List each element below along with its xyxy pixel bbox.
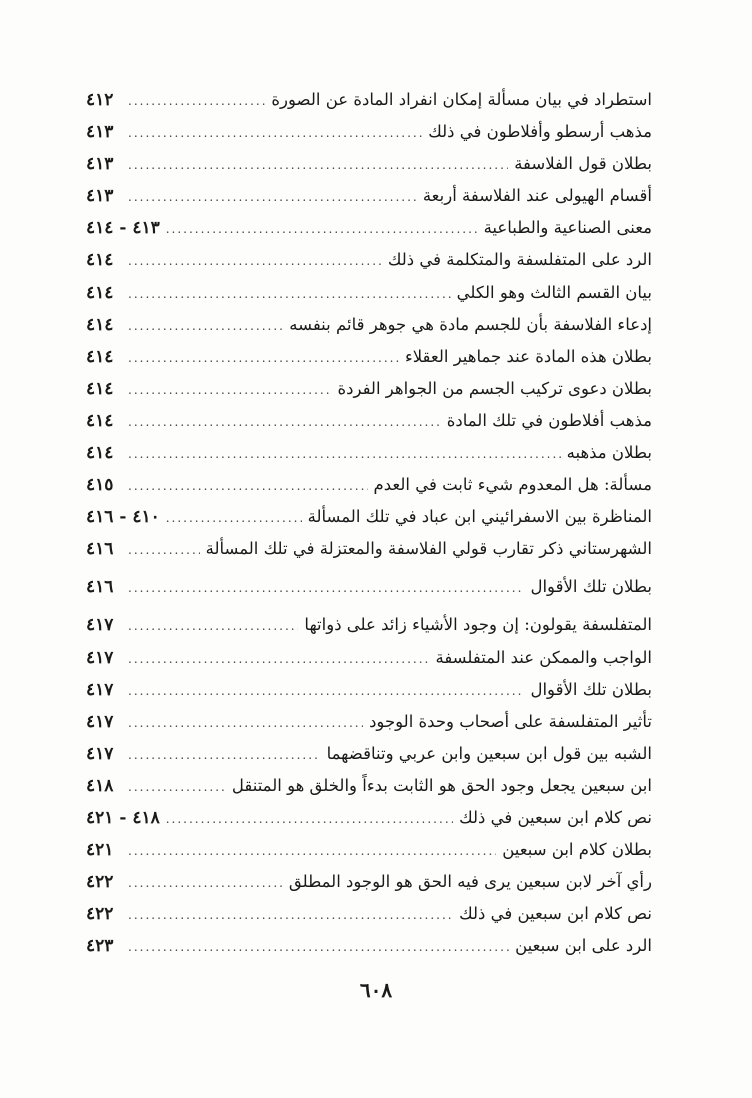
entry-title: بطلان تلك الأقوال xyxy=(530,577,652,597)
dot-leader xyxy=(128,867,283,899)
entry-pages: ٤١٣ - ٤١٤ xyxy=(86,218,160,239)
entry-title: بطلان تلك الأقوال xyxy=(530,679,652,699)
toc-row xyxy=(86,341,652,373)
toc-row xyxy=(86,802,652,834)
toc-row xyxy=(86,706,652,738)
dot-leader xyxy=(128,899,453,931)
dot-leader xyxy=(128,470,368,502)
toc-row xyxy=(86,405,652,437)
dot-leader xyxy=(166,213,478,245)
entry-title: الرد على المتفلسفة والمتكلمة في ذلك xyxy=(387,250,652,270)
entry-title: مسألة: هل المعدوم شيء ثابت في العدم xyxy=(373,475,652,495)
entry-title: مذهب أرسطو وأفلاطون في ذلك xyxy=(428,122,652,142)
toc-row xyxy=(86,609,652,641)
dot-leader xyxy=(128,149,508,181)
dot-leader xyxy=(128,438,561,470)
dot-leader xyxy=(128,85,265,117)
dot-leader xyxy=(128,771,226,803)
toc-row xyxy=(86,116,652,148)
entry-title: بطلان كلام ابن سبعين xyxy=(502,840,652,860)
dot-leader xyxy=(128,374,331,406)
dot-leader xyxy=(128,675,524,707)
entry-pages: ٤١٧ xyxy=(86,711,114,732)
entry-pages: ٤١٣ xyxy=(86,186,114,207)
dot-leader xyxy=(128,835,496,867)
dot-leader xyxy=(128,534,200,566)
entry-title: بطلان مذهبه xyxy=(566,443,652,463)
dot-leader xyxy=(128,310,283,342)
toc-row xyxy=(86,565,652,609)
entry-pages: ٤١٤ xyxy=(86,250,114,271)
toc-row xyxy=(86,770,652,802)
toc-row xyxy=(86,533,652,565)
entry-title: بطلان هذه المادة عند جماهير العقلاء xyxy=(404,346,652,366)
entry-pages: ٤١٤ xyxy=(86,410,114,431)
dot-leader xyxy=(128,643,429,675)
toc-row xyxy=(86,244,652,276)
dot-leader xyxy=(128,342,399,374)
entry-title: مذهب أفلاطون في تلك المادة xyxy=(446,410,652,430)
entry-title: الشهرستاني ذكر تقارب قولي الفلاسفة والمعتزلة في تلك المسألة xyxy=(205,539,652,559)
dot-leader xyxy=(128,610,298,642)
entry-title: الرد على ابن سبعين xyxy=(515,936,652,956)
page-number: ٦٠٨ xyxy=(359,978,393,1002)
entry-pages: ٤٢٢ xyxy=(86,904,114,925)
entry-pages: ٤١٢ xyxy=(86,90,114,110)
toc-row xyxy=(86,437,652,469)
entry-title: المتفلسفة يقولون: إن وجود الأشياء زائد على ذواتها xyxy=(304,615,652,635)
entry-pages: ٤١٦ xyxy=(86,577,114,598)
toc-row xyxy=(86,469,652,501)
dot-leader xyxy=(128,245,382,277)
entry-pages: ٤١٣ xyxy=(86,154,114,175)
toc-row xyxy=(86,898,652,930)
entry-title: ابن سبعين يجعل وجود الحق هو الثابت بدءاً والخلق هو المتنقل xyxy=(231,775,652,795)
entry-pages: ٤١٦ xyxy=(86,539,114,560)
toc-row xyxy=(86,84,652,116)
entry-title: تأثير المتفلسفة على أصحاب وحدة الوجود xyxy=(369,711,652,731)
entry-pages: ٤١٧ xyxy=(86,679,114,700)
dot-leader xyxy=(166,502,302,534)
toc-row xyxy=(86,738,652,770)
entry-pages: ٤١٨ xyxy=(86,775,114,796)
entry-pages: ٤١٣ xyxy=(86,122,114,143)
entry-title: الواجب والممكن عند المتفلسفة xyxy=(435,647,652,667)
entry-pages: ٤٢٢ xyxy=(86,872,114,893)
entry-title: معنى الصناعية والطباعية xyxy=(483,218,652,238)
entry-title: بطلان دعوى تركيب الجسم من الجواهر الفردة xyxy=(337,378,652,398)
entry-title: بيان القسم الثالث وهو الكلي xyxy=(456,282,652,302)
entry-pages: ٤٢٣ xyxy=(86,936,114,957)
entry-title: أقسام الهيولى عند الفلاسفة أربعة xyxy=(422,186,652,206)
entry-title: رأي آخر لابن سبعين يرى فيه الحق هو الوجود المطلق xyxy=(288,872,652,892)
dot-leader xyxy=(128,406,441,438)
toc-row xyxy=(86,277,652,309)
toc-row xyxy=(86,501,652,533)
toc-row xyxy=(86,674,652,706)
entry-pages: ٤١٧ xyxy=(86,743,114,764)
entry-pages: ٤١٧ xyxy=(86,647,114,668)
toc-row xyxy=(86,930,652,962)
entry-pages: ٤١٤ xyxy=(86,282,114,303)
toc-row xyxy=(86,309,652,341)
entry-pages: ٤١٤ xyxy=(86,378,114,399)
toc-row xyxy=(86,212,652,244)
entry-title: إدعاء الفلاسفة بأن للجسم مادة هي جوهر قائم بنفسه xyxy=(289,314,652,334)
toc-row xyxy=(86,373,652,405)
toc-row xyxy=(86,180,652,212)
entry-pages: ٤١٥ xyxy=(86,475,114,496)
entry-title: نص كلام ابن سبعين في ذلك xyxy=(459,807,652,827)
entry-pages: ٤١٤ xyxy=(86,346,114,367)
toc-row xyxy=(86,642,652,674)
toc-row xyxy=(86,866,652,898)
dot-leader xyxy=(128,566,524,610)
dot-leader xyxy=(128,739,321,771)
dot-leader xyxy=(128,278,451,310)
toc-row xyxy=(86,148,652,180)
entry-title: استطراد في بيان مسألة إمكان انفراد المادة عن الصورة xyxy=(271,90,652,109)
dot-leader xyxy=(128,181,417,213)
entry-title: بطلان قول الفلاسفة xyxy=(514,154,652,174)
entry-pages: ٤١٨ - ٤٢١ xyxy=(86,807,160,828)
entry-pages: ٤١٤ xyxy=(86,443,114,464)
dot-leader xyxy=(128,117,422,149)
entry-title: نص كلام ابن سبعين في ذلك xyxy=(459,904,652,924)
entry-title: المناظرة بين الاسفرائيني ابن عباد في تلك المسألة xyxy=(307,507,652,527)
entry-pages: ٤١٧ xyxy=(86,615,114,636)
dot-leader xyxy=(128,931,509,963)
toc-row xyxy=(86,834,652,866)
dot-leader xyxy=(128,707,363,739)
table-of-contents xyxy=(86,84,652,962)
entry-pages: ٤٢١ xyxy=(86,840,114,861)
entry-pages: ٤١٠ - ٤١٦ xyxy=(86,507,160,528)
dot-leader xyxy=(166,803,453,835)
entry-title: الشبه بين قول ابن سبعين وابن عربي وتناقضهما xyxy=(326,743,652,763)
entry-pages: ٤١٤ xyxy=(86,314,114,335)
